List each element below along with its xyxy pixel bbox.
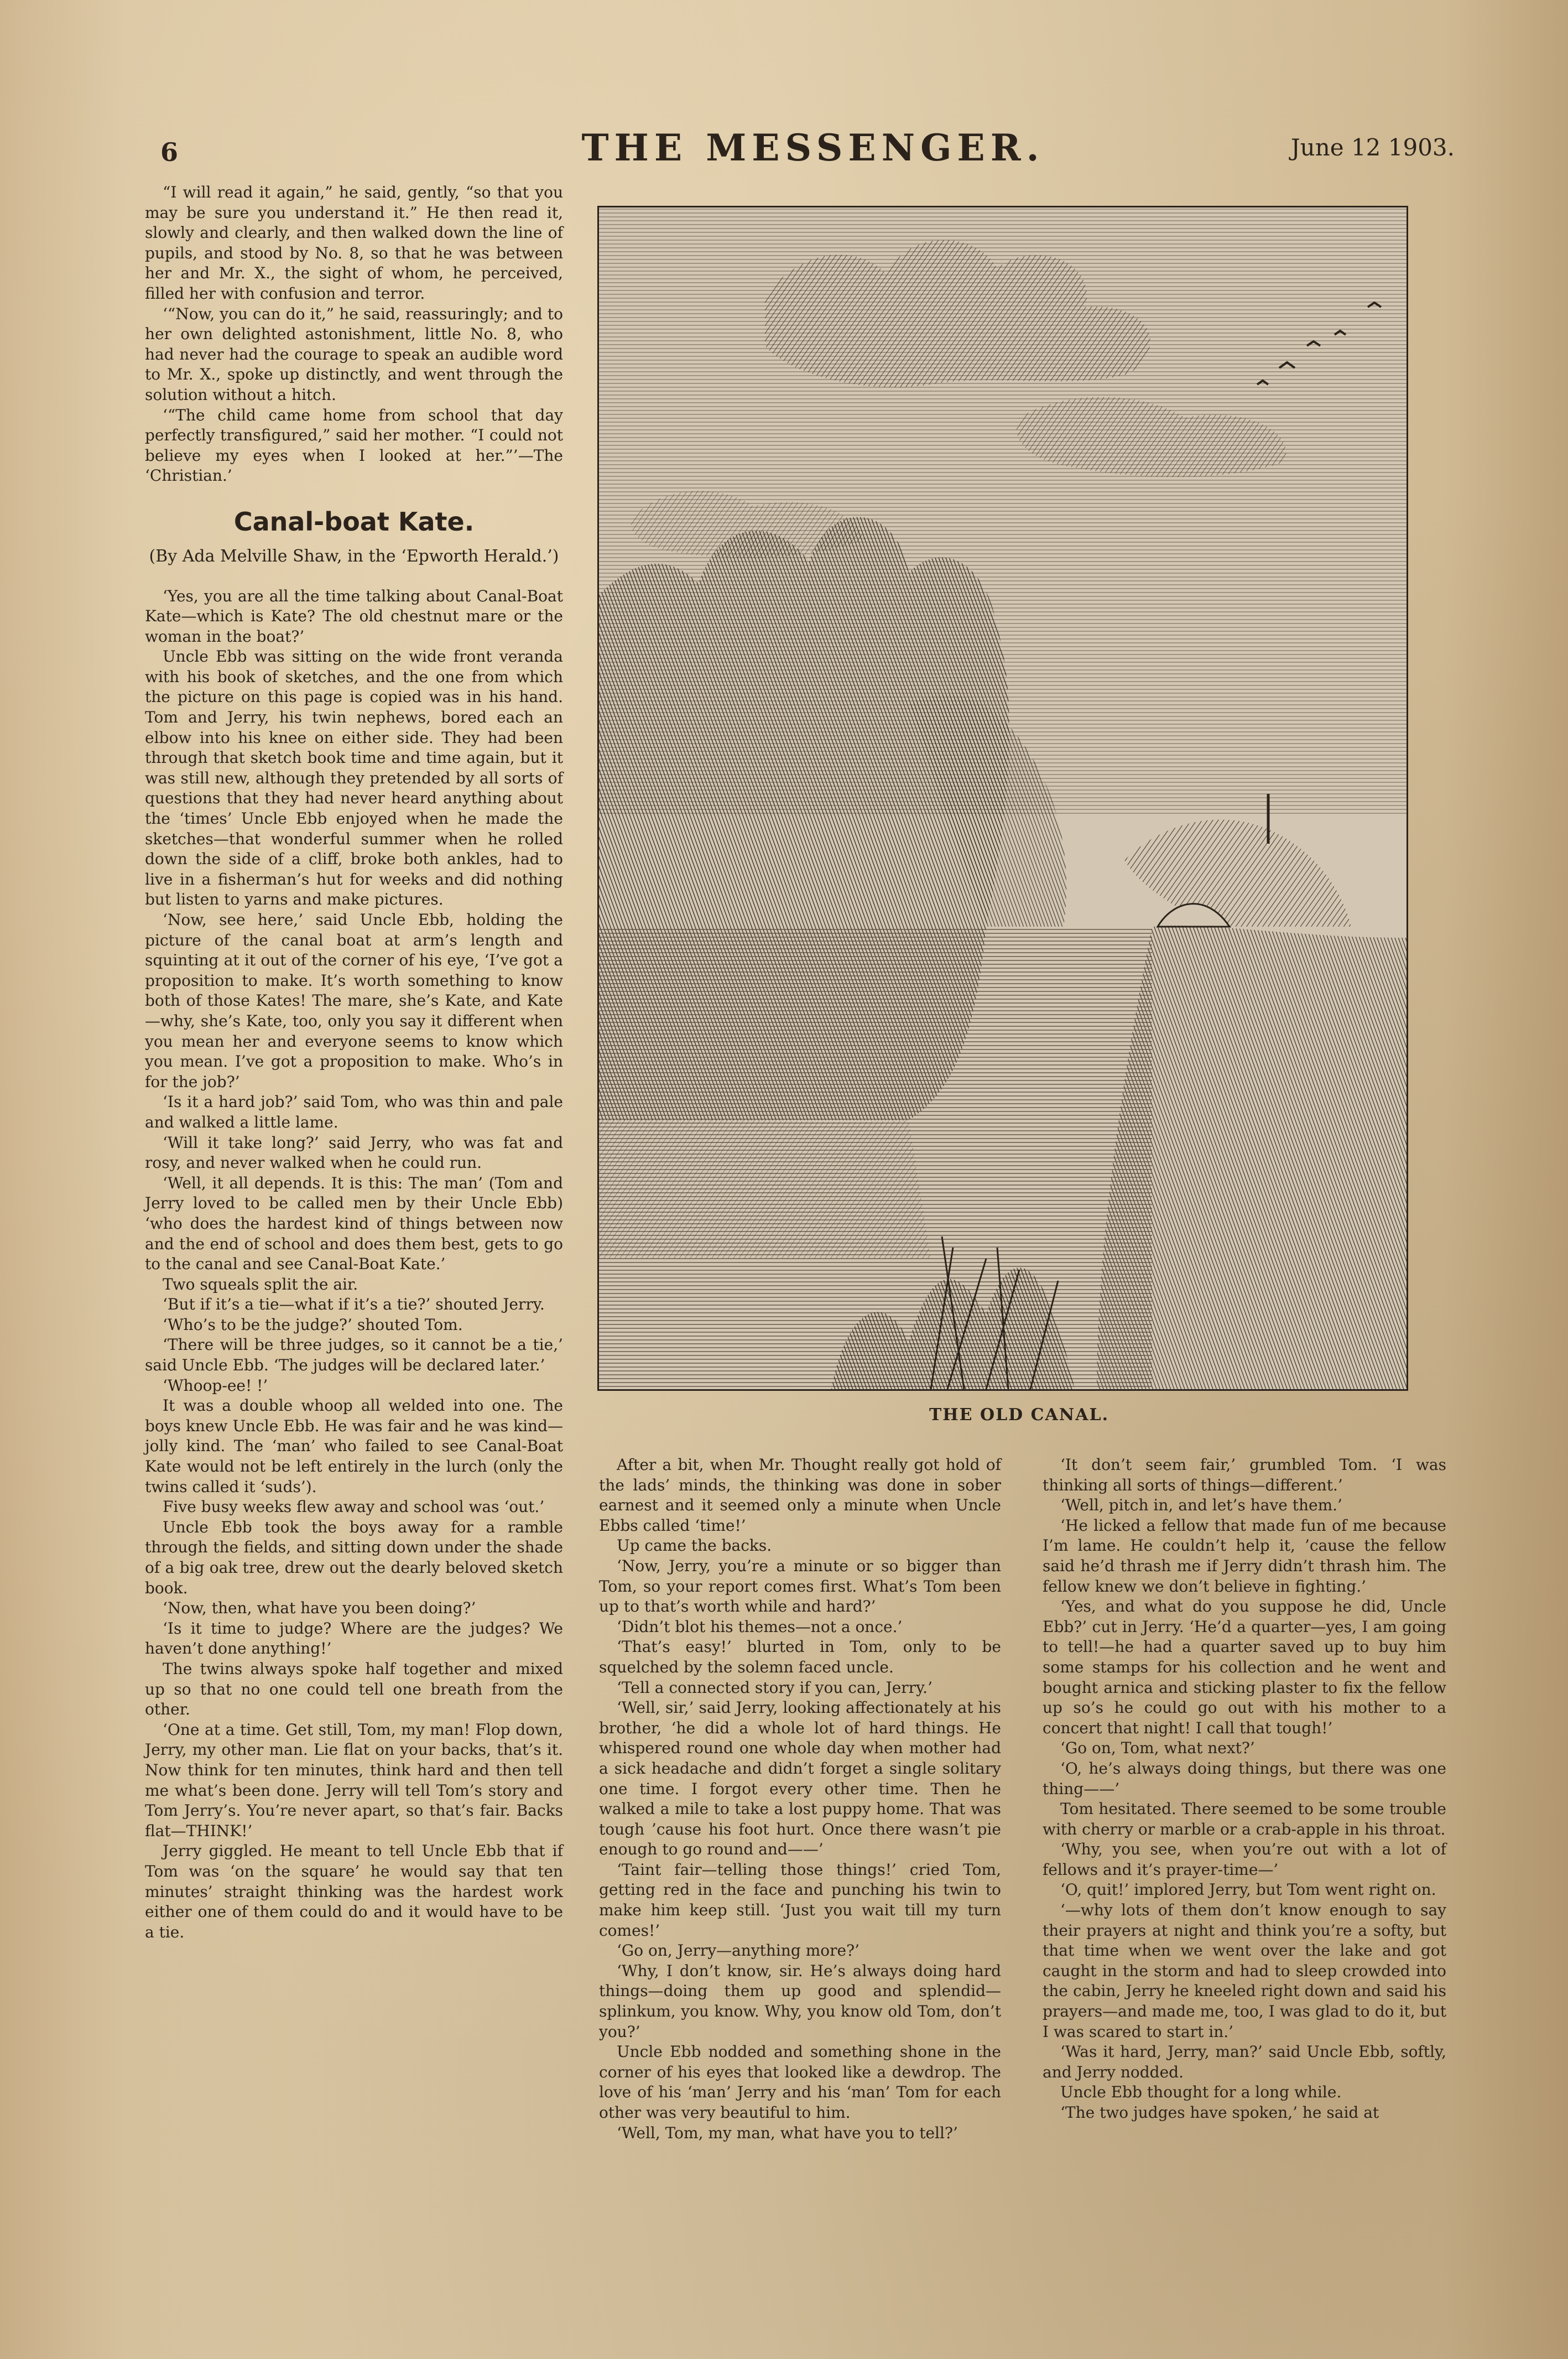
story-paragraph: ‘Tell a connected story if you can, Jerry.’: [617, 1678, 933, 1697]
story-paragraph: ‘Yes, you are all the time talking about Canal-Boat Kate—which is Kate? The old chestnut mare or the woman in the boat?’: [145, 586, 563, 646]
story-paragraph: After a bit, when Mr. Thought really got hold of the lads’ minds, the thinking was done in sober earnest and it seemed only a minute when Uncle Ebbs called ‘time!’: [599, 1456, 1001, 1535]
story-paragraph: ‘He licked a fellow that made fun of me because I’m lame. He couldn’t help it, ’cause the fellow said he’d thrash me if Jerry didn’t thrash him. The fellow knew we don’t believe in fighting.’: [1043, 1516, 1446, 1596]
story-paragraph: Five busy weeks flew away and school was ‘out.’: [163, 1498, 545, 1516]
story-paragraph: ‘Didn’t blot his themes—not a once.’: [617, 1617, 903, 1636]
story-paragraph: Two squeals split the air.: [163, 1275, 358, 1293]
story-paragraph: ‘O, quit!’ implored Jerry, but Tom went right on.: [1060, 1880, 1436, 1899]
story-paragraph: ‘Well, it all depends. It is this: The man’ (Tom and Jerry loved to be called men by their Uncle Ebb) ‘who does the hardest kind of things between now and the end of school and does them best, gets to go to the canal and see Canal-Boat Kate.’: [145, 1173, 563, 1274]
canal-engraving-drawing: [599, 207, 1406, 1389]
story-paragraph: ‘Well, sir,’ said Jerry, looking affectionately at his brother, ‘he did a whole lot of hard things. He whispered round one whole day when mother had a sick headache and didn’t forget a single solitary one time. I forgot every other time. Then he walked a mile to take a lost puppy home. That was tough ’cause his foot hurt. Once there wasn’t pie enough to go round and——’: [599, 1698, 1001, 1859]
story-paragraph: ‘Taint fair—telling those things!’ cried Tom, getting red in the face and punching his twin to make him keep still. ‘Just you wait till my turn comes!’: [599, 1860, 1001, 1940]
column-left: [145, 183, 563, 1942]
story-paragraph: ‘Why, I don’t know, sir. He’s always doing hard things—doing them up good and splendid—splinkum, you know. Why, you know old Tom, don’t you?’: [599, 1961, 1001, 2041]
story-paragraph: ‘Well, pitch in, and let’s have them.’: [1060, 1496, 1342, 1515]
illustration-caption: THE OLD CANAL.: [929, 1405, 1109, 1425]
story-paragraph: Jerry giggled. He meant to tell Uncle Ebb that if Tom was ‘on the square’ he would say that ten minutes’ straight thinking was the hardest work either one of them could do and it would have to be a tie.: [145, 1842, 563, 1941]
story-paragraph: ‘Whoop-ee! !’: [163, 1376, 268, 1395]
story-paragraph: Uncle Ebb was sitting on the wide front veranda with his book of sketches, and the one from which the picture on this page is copied was in his hand. Tom and Jerry, his twin nephews, bored each an elbow into his knee on either side. They had been through that sketch book time and time again, but it was still new, although they pretended by all sorts of questions that they had never heard anything about the ‘times’ Uncle Ebb enjoyed when he made the sketches—that wonderful summer when he rolled down the side of a cliff, broke both ankles, had to live in a fisherman’s hut for weeks and did nothing but listen to yarns and make pictures.: [145, 647, 563, 909]
story-paragraph: ‘The two judges have spoken,’ he said at: [1060, 2103, 1379, 2122]
story-paragraph: Up came the backs.: [617, 1536, 772, 1555]
story-paragraph: ‘But if it’s a tie—what if it’s a tie?’ shouted Jerry.: [163, 1295, 545, 1314]
story-paragraph: ‘Who’s to be the judge?’ shouted Tom.: [163, 1315, 463, 1334]
story-title: Canal-boat Kate.: [233, 506, 475, 537]
story-paragraph: It was a double whoop all welded into one. The boys knew Uncle Ebb. He was fair and he was kind—jolly kind. The ‘man’ who failed to see Canal-Boat Kate would not be left entirely in the lurch (only the twins called it ‘suds’).: [145, 1396, 563, 1496]
story-byline: (By Ada Melville Shaw, in the ‘Epworth Herald.’): [149, 546, 559, 566]
article-paragraph: ‘“Now, you can do it,” he said, reassuringly; and to her own delighted astonishment, little No. 8, who had never had the courage to speak an audible word to Mr. X., spoke up distinctly, and went through the solution without a hitch.: [145, 304, 563, 404]
story-paragraph: ‘There will be three judges, so it cannot be a tie,’ said Uncle Ebb. ‘The judges will be declared later.’: [145, 1336, 563, 1375]
column-right: [1043, 1455, 1446, 2123]
newspaper-title: THE MESSENGER.: [581, 126, 1045, 169]
story-paragraph: ‘Now, then, what have you been doing?’: [163, 1599, 476, 1618]
story-paragraph: ‘Yes, and what do you suppose he did, Uncle Ebb?’ cut in Jerry. ‘He’d a quarter—yes, I am going to tell!—he had a quarter saved up to buy him some stamps for his collection and he went and bought arnica and sticking plaster to fix the fellow up so’s he could go out with his mother to a concert that night! I call that tough!’: [1043, 1597, 1446, 1737]
article-paragraph: ‘“The child came home from school that day perfectly transfigured,” said her mother. “I could not believe my eyes when I looked at her.”’—The ‘Christian.’: [145, 406, 563, 485]
story-paragraph: ‘Was it hard, Jerry, man?’ said Uncle Ebb, softly, and Jerry nodded.: [1043, 2043, 1446, 2081]
story-paragraph: ‘One at a time. Get still, Tom, my man! Flop down, Jerry, my other man. Lie flat on your backs, that’s it. Now think for ten minutes, think hard and then tell me what’s been done. Jerry will tell Tom’s story and Tom Jerry’s. You’re never apart, so that’s fair. Backs flat—THINK!’: [145, 1720, 563, 1840]
story-paragraph: ‘Will it take long?’ said Jerry, who was fat and rosy, and never walked when he could run.: [145, 1133, 563, 1172]
canal-engraving: [597, 206, 1408, 1391]
column-middle: [599, 1455, 1001, 2143]
story-paragraph: Uncle Ebb thought for a long while.: [1060, 2083, 1342, 2102]
story-paragraph: ‘Is it time to judge? Where are the judges? We haven’t done anything!’: [145, 1619, 563, 1658]
story-paragraph: ‘Go on, Jerry—anything more?’: [617, 1941, 860, 1960]
story-paragraph: ‘Now, see here,’ said Uncle Ebb, holding the picture of the canal boat at arm’s length and squinting at it out of the corner of his eye, ‘I’ve got a proposition to make. It’s worth something to know both of those Kates! The mare, she’s Kate, and Kate—why, she’s Kate, too, only you say it different when you mean her and everyone seems to know which you mean. I’ve got a proposition to make. Who’s in for the job?’: [145, 911, 563, 1091]
issue-date: June 12 1903.: [1290, 134, 1455, 161]
story-paragraph: ‘Now, Jerry, you’re a minute or so bigger than Tom, so your report comes first. What’s Tom been up to that’s worth while and hard?’: [599, 1556, 1001, 1616]
story-paragraph: ‘That’s easy!’ blurted in Tom, only to be squelched by the solemn faced uncle.: [599, 1638, 1001, 1676]
article-paragraph: “I will read it again,” he said, gently, “so that you may be sure you understand it.” He then read it, slowly and clearly, and then walked down the line of pupils, and stood by No. 8, so that he was between her and Mr. X., the sight of whom, he perceived, filled her with confusion and terror.: [145, 183, 563, 303]
story-paragraph: ‘Why, you see, when you’re out with a lot of fellows and it’s prayer-time—’: [1043, 1840, 1446, 1879]
story-paragraph: ‘Is it a hard job?’ said Tom, who was thin and pale and walked a little lame.: [145, 1093, 563, 1131]
story-paragraph: Uncle Ebb nodded and something shone in the corner of his eyes that looked like a dewdrop. The love of his ‘man’ Jerry and his ‘man’ Tom for each other was very beautiful to him.: [599, 2043, 1001, 2122]
story-paragraph: ‘It don’t seem fair,’ grumbled Tom. ‘I was thinking all sorts of things—different.’: [1043, 1456, 1446, 1494]
story-paragraph: Uncle Ebb took the boys away for a ramble through the fields, and sitting down under the shade of a big oak tree, drew out the dearly beloved sketch book.: [145, 1518, 563, 1597]
page-number: 6: [160, 137, 179, 167]
story-paragraph: ‘Go on, Tom, what next?’: [1060, 1739, 1255, 1758]
story-paragraph: The twins always spoke half together and mixed up so that no one could tell one breath from the other.: [145, 1659, 563, 1719]
story-paragraph: ‘—why lots of them don’t know enough to say their prayers at night and think you’re a softy, but that time when we went over the lake and got caught in the storm and had to sleep crowded into the cabin, Jerry he kneeled right down and said his prayers—and made me, too, I was glad to do it, but I was scared to start in.’: [1043, 1901, 1446, 2041]
story-paragraph: ‘O, he’s always doing things, but there was one thing——’: [1043, 1759, 1446, 1798]
story-paragraph: ‘Well, Tom, my man, what have you to tell?’: [617, 2123, 958, 2142]
story-paragraph: Tom hesitated. There seemed to be some trouble with cherry or marble or a crab-apple in his throat.: [1043, 1800, 1446, 1838]
masthead: [160, 126, 1455, 170]
